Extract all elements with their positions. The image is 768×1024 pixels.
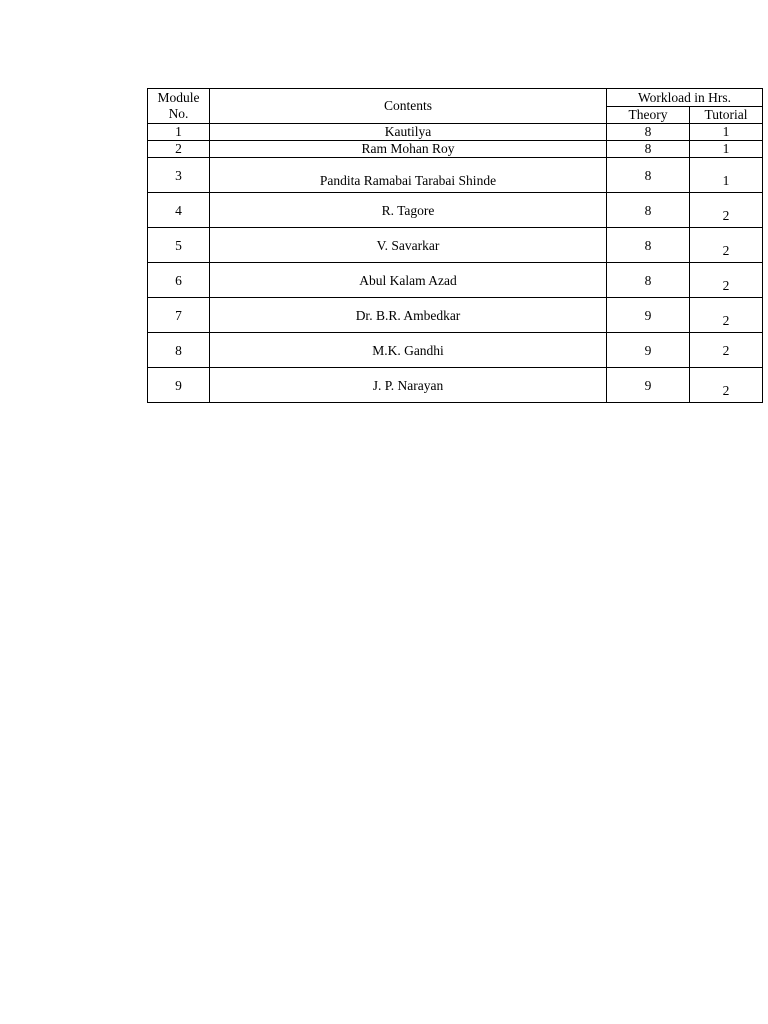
header-module-line2: No. xyxy=(168,106,189,121)
module-content: R. Tagore xyxy=(210,193,607,228)
tutorial-hours: 2 xyxy=(690,228,763,263)
module-number: 6 xyxy=(148,263,210,298)
header-theory: Theory xyxy=(607,107,690,124)
tutorial-hours: 2 xyxy=(690,263,763,298)
module-number: 3 xyxy=(148,158,210,193)
table-row xyxy=(148,141,763,158)
table-row xyxy=(148,158,763,193)
theory-hours: 9 xyxy=(607,333,690,368)
tutorial-hours: 1 xyxy=(690,124,763,141)
module-number: 2 xyxy=(148,141,210,158)
table-row xyxy=(148,263,763,298)
header-tutorial: Tutorial xyxy=(690,107,763,124)
module-number: 9 xyxy=(148,368,210,403)
table-row xyxy=(148,298,763,333)
module-content: Abul Kalam Azad xyxy=(210,263,607,298)
header-workload: Workload in Hrs. xyxy=(607,89,763,107)
tutorial-hours: 1 xyxy=(690,141,763,158)
table-row xyxy=(148,193,763,228)
theory-hours: 9 xyxy=(607,368,690,403)
tutorial-hours: 2 xyxy=(690,298,763,333)
tutorial-hours: 2 xyxy=(690,368,763,403)
theory-hours: 8 xyxy=(607,228,690,263)
theory-hours: 8 xyxy=(607,124,690,141)
tutorial-hours: 1 xyxy=(690,158,763,193)
module-content: J. P. Narayan xyxy=(210,368,607,403)
module-number: 5 xyxy=(148,228,210,263)
module-content: Pandita Ramabai Tarabai Shinde xyxy=(210,158,607,193)
module-content: Dr. B.R. Ambedkar xyxy=(210,298,607,333)
tutorial-hours: 2 xyxy=(690,193,763,228)
table-row xyxy=(148,368,763,403)
theory-hours: 8 xyxy=(607,158,690,193)
header-module-line1: Module xyxy=(157,90,200,105)
table-body xyxy=(148,124,763,403)
header-module-no xyxy=(148,89,210,124)
module-content: V. Savarkar xyxy=(210,228,607,263)
table-row xyxy=(148,124,763,141)
module-content: Ram Mohan Roy xyxy=(210,141,607,158)
workload-table xyxy=(147,88,763,403)
header-contents: Contents xyxy=(210,89,607,124)
module-content: Kautilya xyxy=(210,124,607,141)
module-number: 8 xyxy=(148,333,210,368)
tutorial-hours: 2 xyxy=(690,333,763,368)
module-content: M.K. Gandhi xyxy=(210,333,607,368)
module-number: 4 xyxy=(148,193,210,228)
table-header xyxy=(148,89,763,124)
theory-hours: 8 xyxy=(607,141,690,158)
theory-hours: 8 xyxy=(607,263,690,298)
table-row xyxy=(148,228,763,263)
module-number: 1 xyxy=(148,124,210,141)
table-row xyxy=(148,333,763,368)
module-number: 7 xyxy=(148,298,210,333)
theory-hours: 8 xyxy=(607,193,690,228)
theory-hours: 9 xyxy=(607,298,690,333)
